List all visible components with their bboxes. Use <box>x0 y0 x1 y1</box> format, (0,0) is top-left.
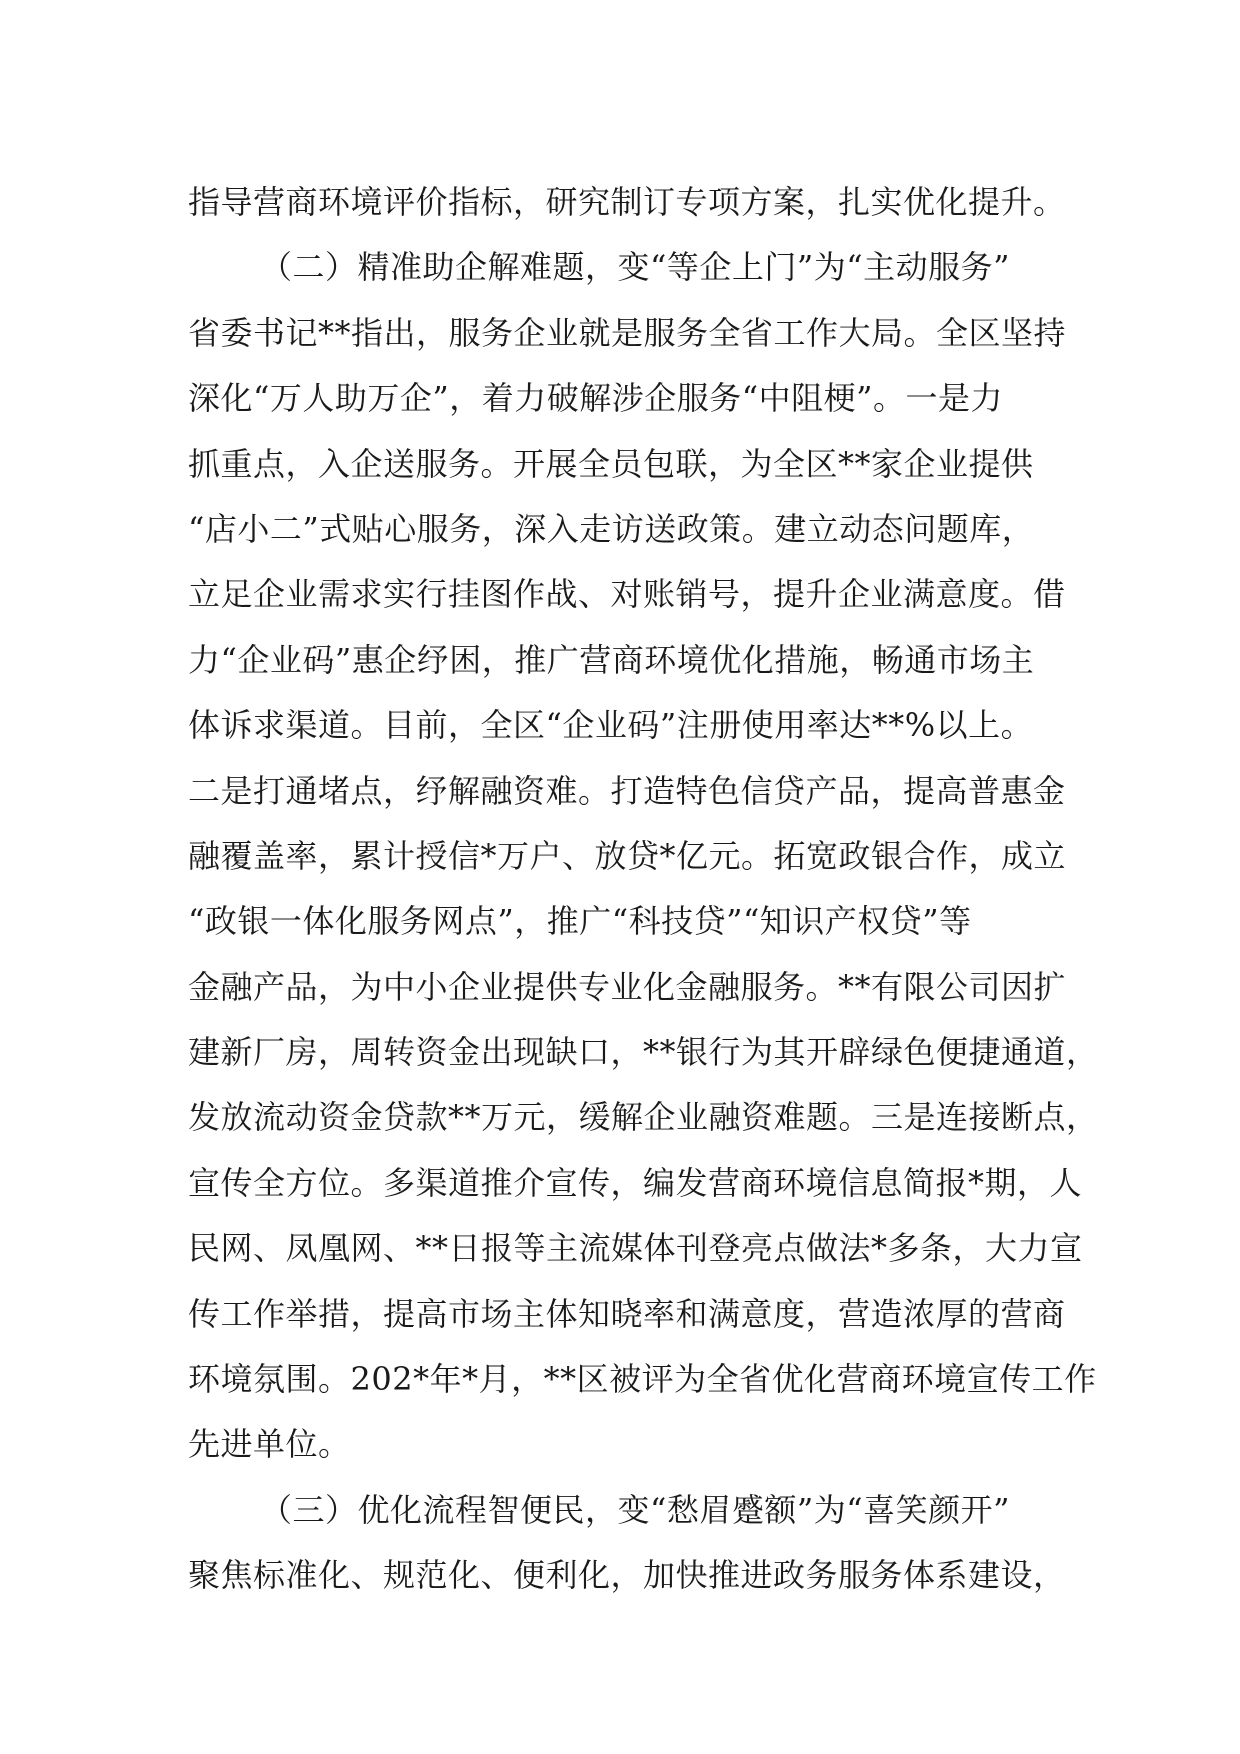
text-line: 指导营商环境评价指标，研究制订专项方案，扎实优化提升。 <box>188 183 1066 221</box>
text-line: 先进单位。 <box>188 1425 351 1464</box>
text-line: 金融产品，为中小企业提供专业化金融服务。**有限公司因扩 <box>188 967 1067 1006</box>
text-line: 宣传全方位。多渠道推介宣传，编发营商环境信息简报*期，人 <box>188 1163 1083 1202</box>
text-line: 建新厂房，周转资金出现缺口，**银行为其开辟绿色便捷通道， <box>188 1033 1099 1072</box>
text-line: 环境氛围。202*年*月，**区被评为全省优化营商环境宣传工作 <box>188 1360 1097 1399</box>
text-line: “政银一体化服务网点”，推广“科技贷”“知识产权贷”等 <box>188 902 972 941</box>
text-line: 民网、凤凰网、**日报等主流媒体刊登亮点做法*多条，大力宣 <box>188 1229 1083 1268</box>
text-line: “店小二”式贴心服务，深入走访送政策。建立动态问题库， <box>188 509 1035 548</box>
text-line: 二是打通堵点，纾解融资难。打造特色信贷产品，提高普惠金 <box>188 771 1066 810</box>
text-line: 聚焦标准化、规范化、便利化，加快推进政务服务体系建设， <box>188 1556 1066 1595</box>
section-heading: （二）精准助企解难题，变“等企上门”为“主动服务” <box>260 248 1010 287</box>
text-line: 发放流动资金贷款**万元，缓解企业融资难题。三是连接断点， <box>188 1098 1099 1137</box>
text-line: 力“企业码”惠企纾困，推广营商环境优化措施，畅通市场主 <box>188 640 1035 679</box>
text-line: 省委书记**指出，服务企业就是服务全省工作大局。全区坚持 <box>188 313 1067 352</box>
text-line: 深化“万人助万企”，着力破解涉企服务“中阻梗”。一是力 <box>188 379 1003 418</box>
text-line: 融覆盖率，累计授信*万户、放贷*亿元。拓宽政银合作，成立 <box>188 836 1067 875</box>
document-body <box>188 170 1240 1609</box>
section-heading: （三）优化流程智便民，变“愁眉蹙额”为“喜笑颜开” <box>260 1490 1010 1529</box>
text-line: 立足企业需求实行挂图作战、对账销号，提升企业满意度。借 <box>188 575 1066 614</box>
text-line: 传工作举措，提高市场主体知晓率和满意度，营造浓厚的营商 <box>188 1294 1066 1333</box>
text-line: 抓重点，入企送服务。开展全员包联，为全区**家企业提供 <box>188 444 1034 483</box>
text-line: 体诉求渠道。目前，全区“企业码”注册使用率达**%以上。 <box>188 706 1034 745</box>
